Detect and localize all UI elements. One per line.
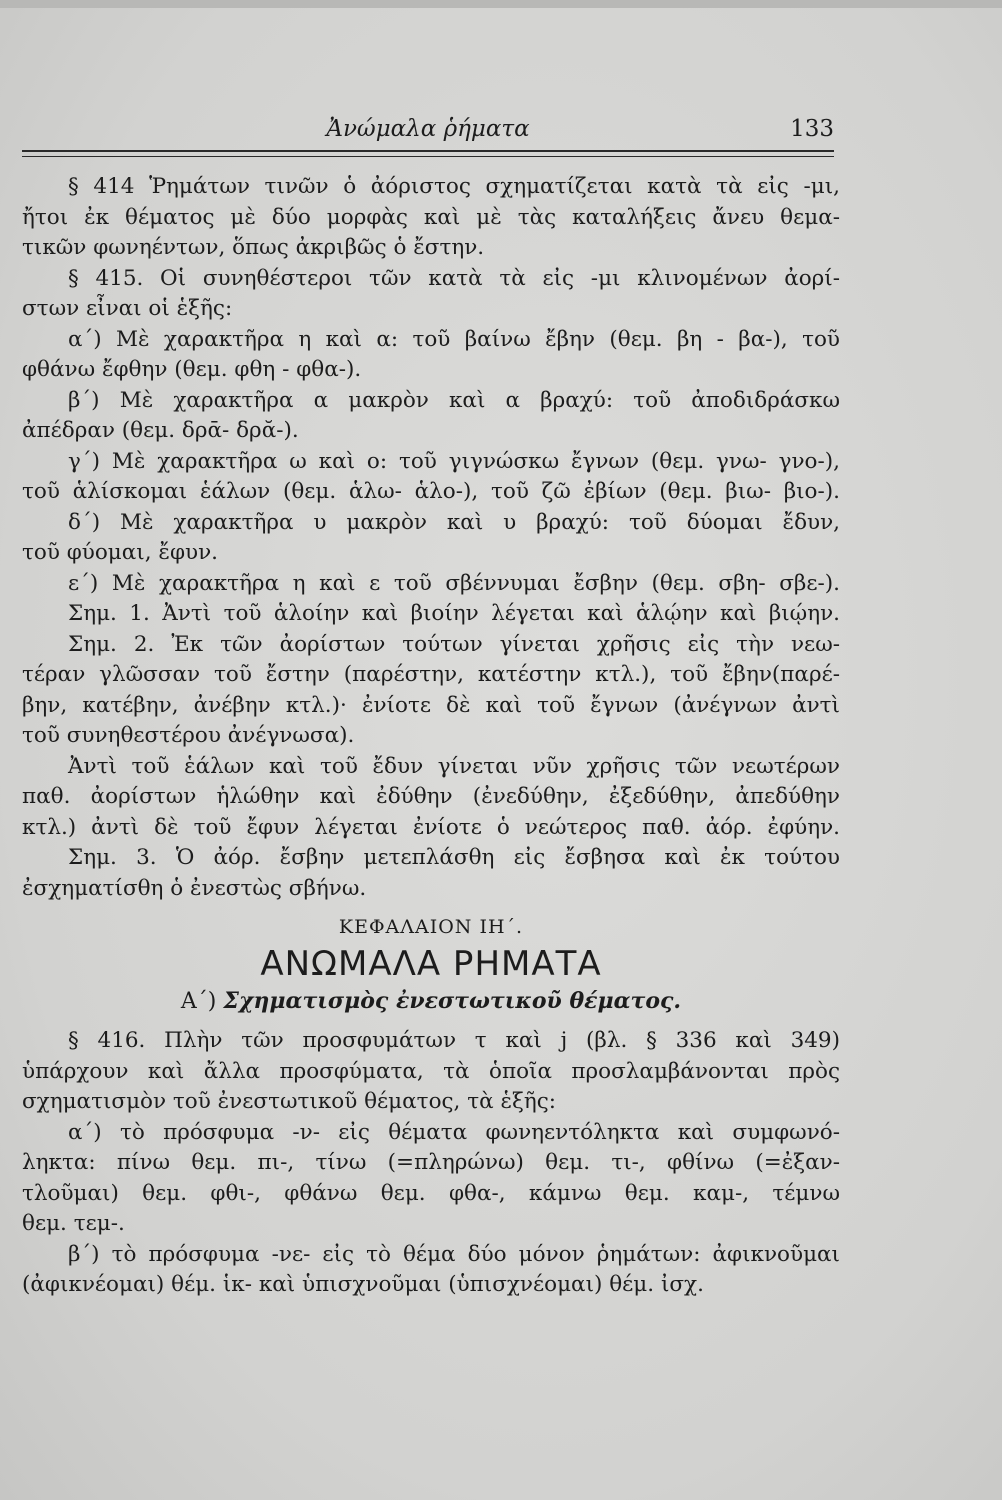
header-rule-top <box>22 150 834 152</box>
note-line: βην, κατέβην, ἀνέβην κτλ.)· ἐνίοτε δὲ καὶ τοῦ ἔγνων (ἀνέγνων ἀντὶ <box>22 692 840 718</box>
paragraph-line: ληκτα: πίνω θεμ. πι-, τίνω (=πληρώνω) θεμ. τι-, φθίνω (=ἐξαν- <box>22 1150 840 1175</box>
note-line: κτλ.) ἀντὶ δὲ τοῦ ἔφυν λέγεται ἐνίοτε ὁ νεώτερος παθ. ἀόρ. ἐφύην. <box>22 814 840 840</box>
paragraph-line: ε΄) Μὲ χαρακτῆρα η καὶ ε τοῦ σβέννυμαι ἔσβην (θεμ. σβη- σβε-). <box>68 570 840 596</box>
paragraph-line: ὑπάρχουν καὶ ἄλλα προσφύματα, τὰ ὁποῖα προσλαμβάνονται πρὸς <box>22 1058 840 1084</box>
header-rule-bottom <box>22 156 834 157</box>
subtitle-prefix: Α΄) <box>180 989 217 1014</box>
paragraph-line: στων εἶναι οἱ ἑξῆς: <box>22 296 233 321</box>
page-body <box>22 172 840 1301</box>
chapter-title: ΑΝΩΜΑΛΑ ΡΗΜΑΤΑ <box>260 944 602 984</box>
note-line: τοῦ συνηθεστέρου ἀνέγνωσα). <box>22 723 355 748</box>
note-line: τέραν γλῶσσαν τοῦ ἔστην (παρέστην, κατέστην κτλ.), τοῦ ἔβην(παρέ- <box>22 662 840 687</box>
paragraph-line: τοῦ φύομαι, ἔφυν. <box>22 540 218 565</box>
paragraph-line: θεμ. τεμ-. <box>22 1211 125 1236</box>
note-line: ἐσχηματίσθη ὁ ἐνεστὼς σβήνω. <box>22 875 367 901</box>
paragraph-line: (ἀφικνέομαι) θέμ. ἱκ- καὶ ὑπισχνοῦμαι (ὑπισχνέομαι) θέμ. ἰσχ. <box>22 1272 704 1297</box>
page-top-edge <box>0 0 1002 8</box>
paragraph-line: α΄) τὸ πρόσφυμα -ν- εἰς θέματα φωνηεντόληκτα καὶ συμφωνό- <box>68 1119 840 1145</box>
page-header <box>22 112 834 146</box>
page-number: 133 <box>790 116 834 142</box>
paragraph-line: τοῦ ἁλίσκομαι ἑάλων (θεμ. ἁλω- ἁλο-), τοῦ ζῶ ἐβίων (θεμ. βιω- βιο-). <box>22 479 840 504</box>
note-line: Σημ. 3. Ὁ ἀόρ. ἔσβην μετεπλάσθη εἰς ἔσβησα καὶ ἐκ τούτου <box>68 845 840 870</box>
paragraph-line: σχηματισμὸν τοῦ ἐνεστωτικοῦ θέματος, τὰ ἑξῆς: <box>22 1089 557 1114</box>
paragraph-line: β΄) τὸ πρόσφυμα -νε- εἰς τὸ θέμα δύο μόνον ῥημάτων: ἀφικνοῦμαι <box>68 1241 840 1267</box>
note-line: παθ. ἀορίστων ἡλώθην καὶ ἐδύθην (ἐνεδύθην, ἐξεδύθην, ἀπεδύθην <box>22 784 840 809</box>
paragraph-line: § 414 Ῥημάτων τινῶν ὁ ἀόριστος σχηματίζεται κατὰ τὰ εἰς -μι, <box>68 174 840 199</box>
paragraph-line: β΄) Μὲ χαρακτῆρα α μακρὸν καὶ α βραχύ: τοῦ ἀποδιδράσκω <box>68 387 840 413</box>
running-title: Ἀνώμαλα ῥήματα <box>326 116 530 142</box>
paragraph-line: ἀπέδραν (θεμ. δρᾱ- δρᾰ-). <box>22 418 299 443</box>
paragraph-line: τλοῦμαι) θεμ. φθι-, φθάνω θεμ. φθα-, κάμνω θεμ. καμ-, τέμνω <box>22 1180 840 1206</box>
note-line: Σημ. 2. Ἐκ τῶν ἀορίστων τούτων γίνεται χρῆσις εἰς τὴν νεω- <box>68 631 840 657</box>
note-line: Σημ. 1. Ἀντὶ τοῦ ἁλοίην καὶ βιοίην λέγεται καὶ ἁλῴην καὶ βιῴην. <box>68 601 840 626</box>
paragraph-line: δ΄) Μὲ χαρακτῆρα υ μακρὸν καὶ υ βραχύ: τοῦ δύομαι ἔδυν, <box>68 509 840 535</box>
paragraph-line: § 415. Οἱ συνηθέστεροι τῶν κατὰ τὰ εἰς -μι κλινομένων ἀορί- <box>68 265 840 291</box>
paragraph-line: ἤτοι ἐκ θέματος μὲ δύο μορφὰς καὶ μὲ τὰς καταλήξεις ἄνευ θεμα- <box>22 204 840 230</box>
paragraph-line: φθάνω ἔφθην (θεμ. φθη - φθα-). <box>22 357 362 382</box>
chapter-label: ΚΕΦΑΛΑΙΟΝ ΙΗ΄. <box>338 916 524 938</box>
subtitle-text: Σχηματισμὸς ἐνεστωτικοῦ θέματος. <box>223 988 682 1014</box>
paragraph-line: τικῶν φωνηέντων, ὅπως ἀκριβῶς ὁ ἔστην. <box>22 235 485 260</box>
paragraph-line: § 416. Πλὴν τῶν προσφυμάτων τ καὶ j (βλ. § 336 καὶ 349) <box>68 1028 840 1053</box>
paragraph-line: γ΄) Μὲ χαρακτῆρα ω καὶ ο: τοῦ γιγνώσκω ἔγνων (θεμ. γνω- γνο-), <box>68 448 840 474</box>
chapter-subtitle <box>22 986 840 1018</box>
paragraph-line: α΄) Μὲ χαρακτῆρα η καὶ α: τοῦ βαίνω ἔβην (θεμ. βη - βα-), τοῦ <box>68 326 840 352</box>
note-line: Ἀντὶ τοῦ ἑάλων καὶ τοῦ ἔδυν γίνεται νῦν χρῆσις τῶν νεωτέρων <box>68 753 840 779</box>
